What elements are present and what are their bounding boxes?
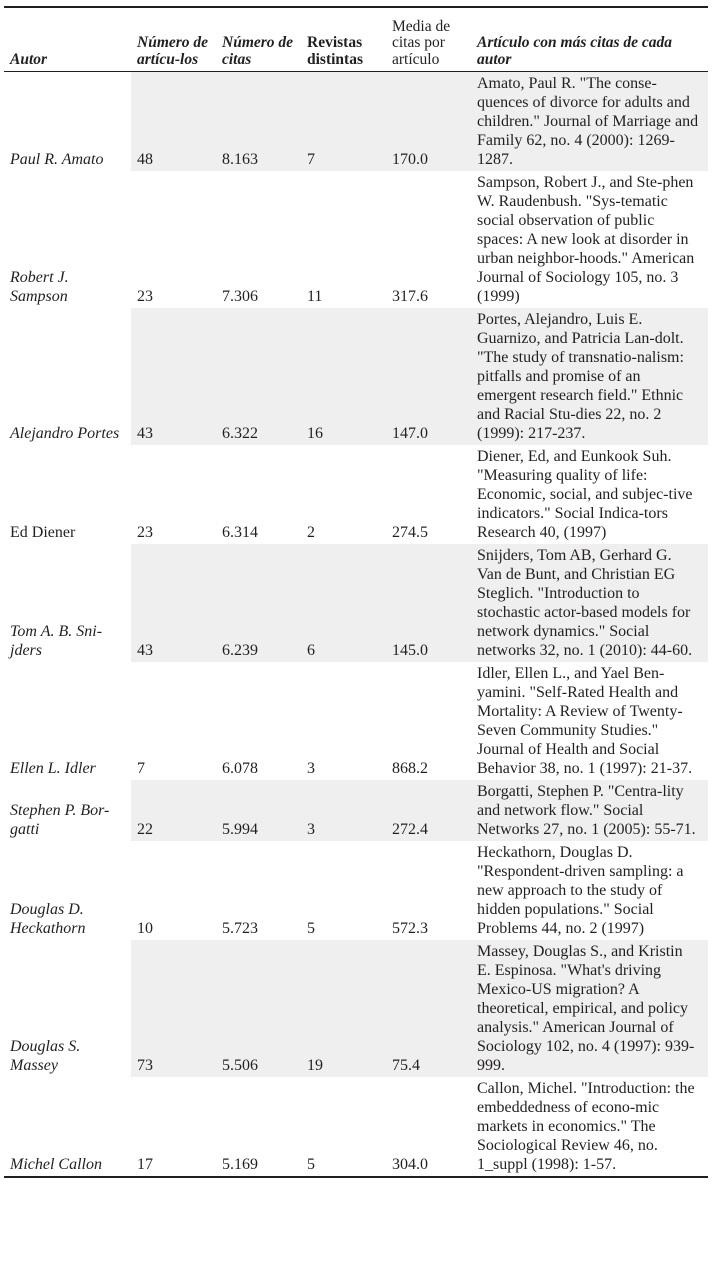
cell-autor: Tom A. B. Sni-jders (4, 544, 131, 662)
cell-revistas: 2 (307, 524, 315, 541)
header-numero-citas: Número de citas (216, 7, 301, 72)
cell-articulos: 23 (137, 288, 153, 305)
cell-autor: Alejandro Portes (4, 308, 131, 445)
header-media-citas: Media de citas por artículo (386, 7, 471, 72)
cell-articulos: 23 (137, 524, 153, 541)
table-body (4, 72, 708, 1178)
cell-articulos: 22 (131, 780, 216, 841)
table-row (4, 662, 708, 780)
cell-media: 868.2 (392, 760, 428, 777)
table-row (4, 445, 708, 544)
cell-autor: Douglas D. Heckathorn (10, 901, 86, 937)
cell-media: 317.6 (392, 288, 428, 305)
cell-media: 572.3 (392, 920, 428, 937)
cell-articulos: 43 (131, 544, 216, 662)
cell-citas: 5.169 (222, 1156, 258, 1173)
cell-articulos: 43 (131, 308, 216, 445)
cell-articulos: 73 (131, 940, 216, 1077)
cell-media: 304.0 (392, 1156, 428, 1173)
cell-articulo: Callon, Michel. "Introduction: the embeddedness of econo-mic markets in economics." The Sociological Review 46, no. 1_suppl (1998): 1-57. (477, 1080, 695, 1173)
table-row (4, 841, 708, 940)
authors-citations-table (4, 6, 708, 1178)
header-numero-articulos: Número de artícu-los (131, 7, 216, 72)
table-row (4, 171, 708, 308)
cell-autor: Ellen L. Idler (10, 760, 96, 777)
cell-revistas: 3 (307, 760, 315, 777)
table-row (4, 1077, 708, 1177)
cell-media: 147.0 (386, 308, 471, 445)
header-autor: Autor (4, 7, 131, 72)
table-row (4, 940, 708, 1077)
table-row (4, 308, 708, 445)
cell-autor: Paul R. Amato (4, 72, 131, 172)
cell-media: 170.0 (386, 72, 471, 172)
cell-revistas: 11 (307, 288, 323, 305)
table-row (4, 544, 708, 662)
cell-citas: 6.078 (222, 760, 258, 777)
header-articulo-mas-citas: Artículo con más citas de cada autor (471, 7, 708, 72)
cell-citas: 6.239 (216, 544, 301, 662)
cell-autor: Michel Callon (10, 1156, 102, 1173)
table-header (4, 7, 708, 72)
cell-articulo: Portes, Alejandro, Luis E. Guarnizo, and Patricia Lan-dolt. "The study of transnatio-nalism: pitfalls and promise of an emergent research field." Ethnic and Racial Stu-dies 22, no. 2 (1999): 217-237. (471, 308, 708, 445)
cell-media: 145.0 (386, 544, 471, 662)
cell-articulos: 7 (137, 760, 145, 777)
cell-revistas: 7 (301, 72, 386, 172)
cell-articulo: Idler, Ellen L., and Yael Ben-yamini. "Self-Rated Health and Mortality: A Review of Twenty-Seven Community Studies." Journal of Health and Social Behavior 38, no. 1 (1997): 21-37. (477, 665, 693, 777)
header-revistas-distintas: Revistas distintas (301, 7, 386, 72)
cell-media: 272.4 (386, 780, 471, 841)
cell-citas: 5.506 (216, 940, 301, 1077)
cell-autor: Robert J. Sampson (10, 269, 69, 305)
cell-articulos: 17 (137, 1156, 153, 1173)
cell-revistas: 19 (301, 940, 386, 1077)
cell-citas: 8.163 (216, 72, 301, 172)
cell-articulo: Heckathorn, Douglas D. "Respondent-driven sampling: a new approach to the study of hidden populations." Social Problems 44, no. 2 (1997) (477, 844, 684, 937)
cell-citas: 5.723 (222, 920, 258, 937)
cell-revistas: 5 (307, 920, 315, 937)
cell-articulo: Massey, Douglas S., and Kristin E. Espinosa. "What's driving Mexico-US migration? A theoretical, empirical, and policy analysis." American Journal of Sociology 102, no. 4 (1997): 939-999. (471, 940, 708, 1077)
table-row (4, 72, 708, 172)
cell-articulo: Snijders, Tom AB, Gerhard G. Van de Bunt, and Christian EG Steglich. "Introduction to stochastic actor-based models for network dynamics." Social networks 32, no. 1 (2010): 44-60. (471, 544, 708, 662)
cell-citas: 6.322 (216, 308, 301, 445)
cell-articulos: 10 (137, 920, 153, 937)
header-row (4, 7, 708, 72)
cell-revistas: 5 (307, 1156, 315, 1173)
cell-autor: Ed Diener (10, 524, 76, 541)
cell-revistas: 16 (301, 308, 386, 445)
cell-articulos: 48 (131, 72, 216, 172)
cell-articulo: Borgatti, Stephen P. "Centra-lity and network flow." Social Networks 27, no. 1 (2005): 55-71. (471, 780, 708, 841)
cell-media: 274.5 (392, 524, 428, 541)
cell-autor: Douglas S. Massey (4, 940, 131, 1077)
cell-citas: 7.306 (222, 288, 258, 305)
cell-autor: Stephen P. Bor-gatti (4, 780, 131, 841)
cell-media: 75.4 (386, 940, 471, 1077)
cell-citas: 6.314 (222, 524, 258, 541)
cell-revistas: 3 (301, 780, 386, 841)
cell-articulo: Diener, Ed, and Eunkook Suh. "Measuring quality of life: Economic, social, and subjec-tive indicators." Social Indica-tors Research 40, (1997) (477, 448, 693, 541)
cell-revistas: 6 (301, 544, 386, 662)
cell-articulo: Sampson, Robert J., and Ste-phen W. Raudenbush. "Sys-tematic social observation of public spaces: A new look at disorder in urban neighbor-hoods." American Journal of Sociology 105, no. 3 (1999) (477, 174, 695, 305)
cell-citas: 5.994 (216, 780, 301, 841)
cell-articulo: Amato, Paul R. "The conse-quences of divorce for adults and children." Journal of Marriage and Family 62, no. 4 (2000): 1269-1287. (471, 72, 708, 172)
table-row (4, 780, 708, 841)
